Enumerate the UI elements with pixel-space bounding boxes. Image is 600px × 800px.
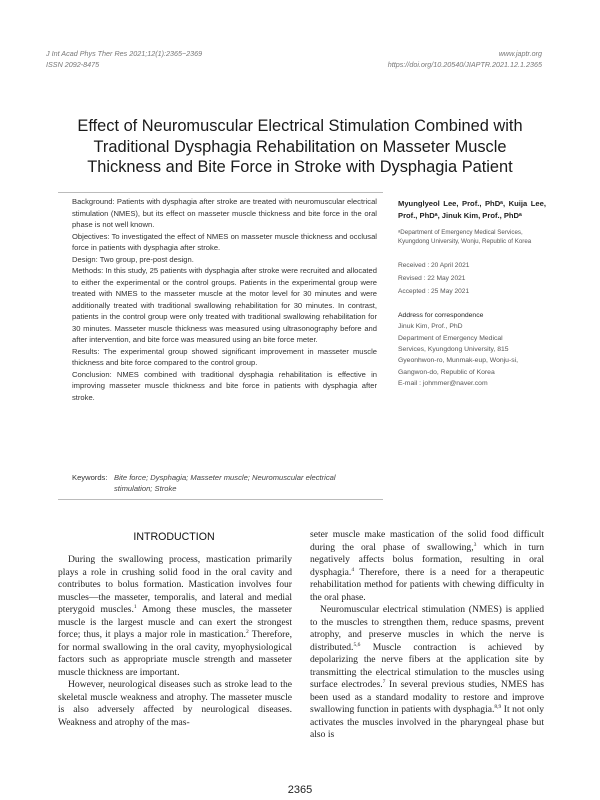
body-paragraph (310, 604, 544, 742)
correspondence-line: Jinuk Kim, Prof., PhD (398, 323, 463, 331)
body-text: In several previous studies, NMES has been used as a standard modality to restore and improve swallowing function in patients with dysphagia. (310, 679, 544, 715)
article-info-sidebar (398, 198, 546, 390)
methods-label: Methods: (72, 266, 104, 275)
journal-citation: J Int Acad Phys Ther Res 2021;12(1):2365~2369 (46, 49, 203, 58)
body-text: Therefore, for normal swallowing in the oral cavity, myophysiological factors such as appropriate muscle strength and masseter muscle thickness are important. (58, 629, 293, 678)
correspondence-address (398, 321, 546, 389)
correspondence-line: Department of Emergency Medical (398, 334, 503, 342)
conclusion-label: Conclusion: (72, 369, 112, 379)
keywords-value: Bite force; Dysphagia; Masseter muscle; Neuromuscular electrical stimulation; Stroke (114, 473, 336, 493)
correspondence-line: Services, Kyungdong University, 815 (398, 346, 509, 353)
keywords (72, 472, 380, 494)
background-text: Patients with dysphagia after stroke are treated with neuromuscular electrical stimulation (NMES), but its effect on masseter muscle thickness and bite force in the oral phase is not well known. (72, 197, 377, 229)
body-text: Therefore, there is a need for a therapeutic rehabilitation method for patients with chewing difficulty in the oral phase. (310, 566, 544, 603)
body-text: However, neurological diseases such as stroke lead to the skeletal muscle weakness and atrophy. The masseter muscle is also adversely affected by neurological diseases. Weakness and atrophy of the mas- (58, 679, 292, 728)
body-text: During the swallowing process, mastication primarily plays a role in crushing solid food in the oral cavity and contributes to bolus formation. Mastication involves four muscles—the masseter, temporalis, and lateral and medial pterygoid muscles. (58, 554, 292, 615)
revised-date: Revised : 22 May 2021 (398, 275, 466, 282)
reference-marker[interactable]: 7 (382, 678, 386, 685)
body-paragraph (58, 679, 292, 729)
reference-marker[interactable]: 8,9 (494, 703, 502, 710)
body-column-left (58, 554, 292, 729)
body-paragraph (310, 529, 544, 604)
reference-marker[interactable]: 5,6 (353, 641, 361, 648)
correspondence-line: Gyeonhwon-ro, Munmak-eup, Wonju-si, (398, 357, 519, 365)
article-title (40, 116, 560, 178)
objectives-label: Objectives: (72, 231, 110, 241)
results-label: Results: (72, 346, 100, 356)
journal-header-left (46, 49, 202, 70)
journal-website-link[interactable]: www.japtr.org (498, 49, 542, 58)
accepted-date: Accepted : 25 May 2021 (398, 287, 470, 295)
page-number: 2365 (287, 784, 313, 796)
abstract-conclusion (72, 369, 377, 404)
received-date: Received : 20 April 2021 (398, 262, 470, 270)
design-text: Two group, pre-post design. (99, 254, 194, 264)
body-paragraph (58, 554, 292, 679)
conclusion-text: NMES combined with traditional dysphagia rehabilitation is effective in improving masseter muscle thickness and bite force in patients with dysphagia after stroke. (72, 369, 377, 402)
title-line: Effect of Neuromuscular Electrical Stimulation Combined with (77, 117, 523, 135)
body-text: seter muscle make mastication of the solid food difficult during the oral phase of swallowing, (310, 529, 544, 553)
reference-marker[interactable]: 4 (351, 566, 355, 573)
body-text: It not only activates the muscles involved in the pharyngeal phase but also is (310, 704, 545, 740)
correspondence-line: Gangwon-do, Republic of Korea (398, 368, 495, 376)
results-text: The experimental group showed significant improvement in masseter muscle thickness and bite force compared to the control group. (72, 346, 377, 367)
title-line: Thickness and Bite Force in Stroke with Dysphagia Patient (87, 158, 513, 176)
introduction-heading: INTRODUCTION (133, 531, 215, 543)
methods-text: In this study, 25 patients with dysphagia after stroke were recruited and allocated to either the experimental or the control groups. Patients in the experimental group were treated with NMES to the masseter muscle at the motor level for 30 minutes and were additionally treated with traditional swallowing rehabilitation for 30 minutes. In contrast, patients in the control group were only treated with traditional swallowing rehabilitation for 30 minutes. Masseter muscle thickness was measured using ultrasonography before and after intervention, and bite force was measured using an bite force meter. (72, 266, 377, 344)
reference-marker[interactable]: 2 (245, 628, 249, 635)
abstract-results (72, 346, 377, 369)
background-label: Background: (72, 197, 115, 206)
body-text: Among these muscles, the masseter muscle is the largest muscle and can exert the strongest force; thus, it plays a major role in mastication. (58, 604, 292, 640)
reference-marker[interactable]: 1 (133, 603, 137, 610)
body-text: which in turn negatively affects bolus formation, resulting in oral dysphagia. (310, 541, 544, 578)
objectives-text: To investigated the effect of NMES on masseter muscle thickness and occlusal force in patients with dysphagia after stroke. (72, 231, 377, 252)
reference-marker[interactable]: 3 (473, 541, 477, 548)
journal-issn: ISSN 2092-8475 (46, 59, 100, 69)
journal-header-right (388, 49, 542, 70)
abstract (72, 196, 377, 403)
abstract-background (72, 196, 377, 231)
correspondence-email[interactable]: E-mail : johmmer@naver.com (398, 380, 488, 388)
abstract-objectives (72, 231, 377, 254)
doi-link[interactable]: https://doi.org/10.20540/JIAPTR.2021.12.1.2365 (387, 59, 542, 69)
body-column-right (310, 529, 544, 742)
body-text: Muscle contraction is achieved by depolarizing the nerve fibers at the application site by transmitting the electrical stimulation to the muscles using surface electrodes. (310, 641, 544, 690)
correspondence-title: Address for correspondence (398, 312, 484, 320)
author-affiliation: ᵃDepartment of Emergency Medical Services, Kyungdong University, Wonju, Republic of Korea (398, 229, 532, 246)
abstract-design (72, 254, 377, 266)
title-line: Traditional Dysphagia Rehabilitation on Masseter Muscle (93, 137, 507, 156)
article-dates (398, 260, 546, 298)
design-label: Design: (72, 254, 98, 264)
author-list: Myunglyeol Lee, Prof., PhDᵃ, Kuija Lee, Prof., PhDᵃ, Jinuk Kim, Prof., PhDᵃ (398, 199, 546, 220)
abstract-methods (72, 265, 377, 346)
keywords-label: Keywords: (72, 473, 108, 482)
body-text: Neuromuscular electrical stimulation (NMES) is applied to the muscles to strengthen them, reduce spasms, prevent atrophy, and preserve muscles in which the nerve is distributed. (310, 604, 544, 653)
